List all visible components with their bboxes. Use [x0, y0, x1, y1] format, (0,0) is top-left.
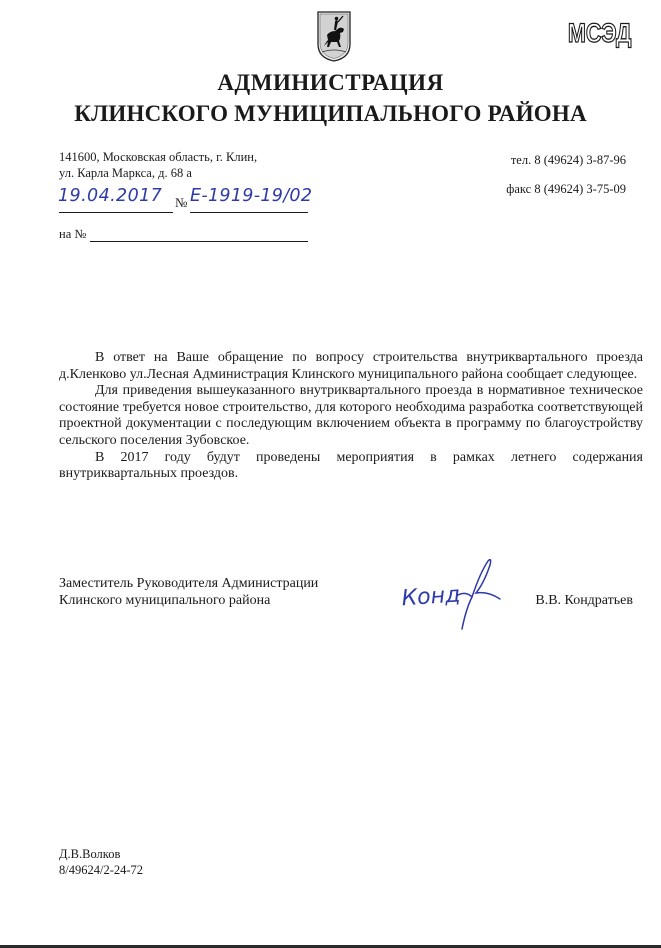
executor-phone: 8/49624/2-24-72 — [59, 863, 144, 877]
signatory-position-line2: Клинского муниципального района — [59, 593, 271, 608]
number-sign: № — [175, 195, 188, 210]
executor-name: Д.В.Волков — [59, 847, 121, 861]
signatory-position-line1: Заместитель Руководителя Администрации — [59, 576, 319, 591]
handwritten-signature-image — [396, 553, 508, 633]
fax-number: факс 8 (49624) 3-75-09 — [506, 182, 626, 196]
body-paragraph-2: Для приведения вышеуказанного внутриквартального проезда в нормативное техническое состояние требуется новое строительство, для которого необходима разработка соответствующей проектной документации с последующим включением объекта в программу по благоустройству сельского поселения Зубовское. — [59, 383, 643, 448]
address-line1: 141600, Московская область, г. Клин, — [59, 150, 258, 164]
signature-scribble: Конд — [400, 582, 462, 612]
registration-number: Е-1919-19/02 — [190, 186, 313, 206]
org-title-line2: КЛИНСКОГО МУНИЦИПАЛЬНОГО РАЙОНА — [74, 101, 587, 126]
signatory-name: В.В. Кондратьев — [535, 593, 633, 608]
phone-number: тел. 8 (49624) 3-87-96 — [510, 153, 626, 167]
msed-stamp-mark: МСЭД — [567, 18, 631, 48]
letter-body — [59, 350, 643, 483]
org-title-line1: АДМИНИСТРАЦИЯ — [217, 70, 444, 95]
reference-prefix: на № — [59, 227, 87, 241]
address-line2: ул. Карла Маркса, д. 68 а — [59, 166, 192, 180]
reference-field-underline — [90, 229, 308, 242]
body-paragraph-1: В ответ на Ваше обращение по вопросу строительства внутриквартального проезда д.Кленково ул.Лесная Администрация Клинского муниципального района сообщает следующее. — [59, 350, 643, 382]
body-paragraph-3: В 2017 году будут проведены мероприятия в рамках летнего содержания внутриквартальных проездов. — [59, 449, 643, 482]
registration-date: 19.04.2017 — [58, 186, 163, 206]
horse-rider-emblem-icon — [316, 10, 352, 62]
